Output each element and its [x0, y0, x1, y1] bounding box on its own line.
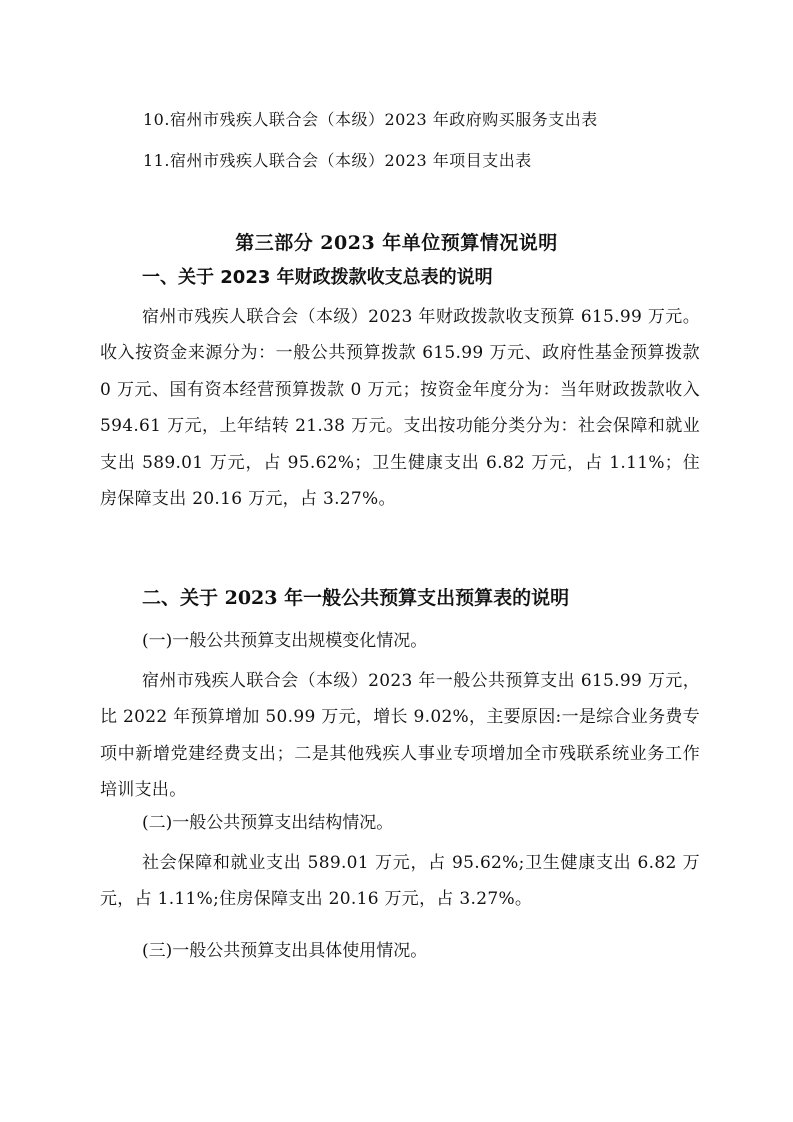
section1-paragraph: 宿州市残疾人联合会（本级）2023 年财政拨款收支预算 615.99 万元。收入按资金来源分为：一般公共预算拨款 615.99 万元、政府性基金预算拨款 0 万元、国有资本经营预算拨款 0 万元；按资金年度分为：当年财政拨款收入 594.61 万元，上年结转 21.38 万元。支出按功能分类分为：社会保障和就业支出 589.01 万元，占 95.62%；卫生健康支出 6.82 万元，占 1.11%；住房保障支出 20.16 万元，占 3.27%。	[100, 307, 700, 510]
part-title: 第三部分 2023 年单位预算情况说明	[235, 232, 558, 254]
toc-item-11: 11.宿州市残疾人联合会（本级）2023 年项目支出表	[143, 151, 532, 170]
section2-paragraph-1: 宿州市残疾人联合会（本级）2023 年一般公共预算支出 615.99 万元，比 2022 年预算增加 50.99 万元，增长 9.02%，主要原因:一是综合业务费专项中新增党建经费支出；二是其他残疾人事业专项增加全市残联系统业务工作培训支出。	[100, 671, 700, 801]
section2-subheading-3: (三)一般公共预算支出具体使用情况。	[142, 941, 428, 961]
section2-paragraph-2: 社会保障和就业支出 589.01 万元，占 95.62%;卫生健康支出 6.82 万元，占 1.11%;住房保障支出 20.16 万元，占 3.27%。	[100, 853, 700, 910]
toc-item-10: 10.宿州市残疾人联合会（本级）2023 年政府购买服务支出表	[143, 110, 598, 129]
section2-subheading-2: (二)一般公共预算支出结构情况。	[142, 813, 394, 833]
section2-heading: 二、关于 2023 年一般公共预算支出预算表的说明	[142, 587, 570, 609]
section2-subheading-1: (一)一般公共预算支出规模变化情况。	[142, 631, 428, 651]
section1-heading: 一、关于 2023 年财政拨款收支总表的说明	[142, 267, 493, 288]
